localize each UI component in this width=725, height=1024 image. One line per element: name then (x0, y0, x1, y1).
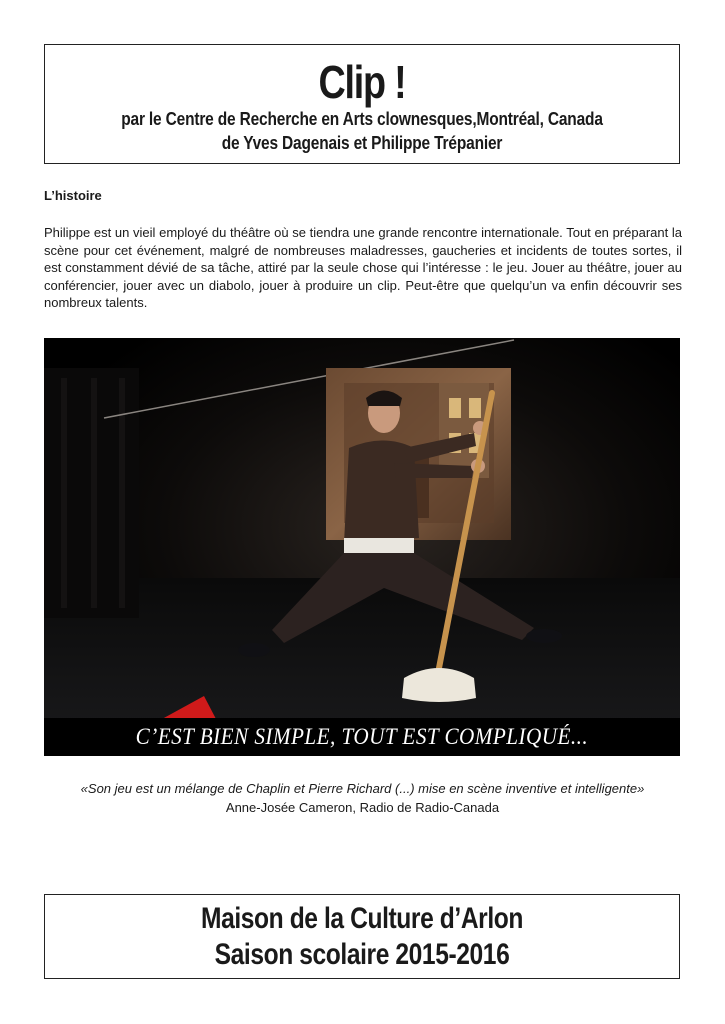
page-title: Clip ! (318, 56, 406, 108)
review-author: Anne-Josée Cameron, Radio de Radio-Canada (225, 800, 500, 815)
season-label: Saison scolaire 2015-2016 (214, 938, 510, 971)
company-line: par le Centre de Recherche en Arts clownesques,Montréal, Canada (121, 109, 603, 129)
tagline-band (44, 718, 680, 756)
performance-photo (44, 338, 680, 756)
stage-scene-illustration (44, 338, 680, 756)
header-box (44, 44, 680, 164)
venue-name: Maison de la Culture d’Arlon (200, 902, 524, 935)
story-paragraph: Philippe est un vieil employé du théâtre où se tiendra une grande rencontre internationale. Tout en préparant la scène pour cet événement, malgré de nombreuses maladresses, gaucheries et incidents de toutes sortes, il est constamment dévié de sa tâche, attiré par la seule chose qui l’intéresse : le jeu. Jouer au théâtre, jouer au conférencier, jouer avec un diabolo, jouer à produire un clip. Peut-être que quelqu’un va enfin découvrir ses nombreux talents. (44, 225, 682, 310)
authors-line: de Yves Dagenais et Philippe Trépanier (221, 133, 503, 153)
review-quote: «Son jeu est un mélange de Chaplin et Pierre Richard (...) mise en scène inventive et intelligente» (80, 781, 645, 796)
footer-box (44, 894, 680, 979)
tagline: C’EST BIEN SIMPLE, TOUT EST COMPLIQUÉ... (135, 724, 589, 749)
section-heading: L’histoire (44, 188, 102, 203)
